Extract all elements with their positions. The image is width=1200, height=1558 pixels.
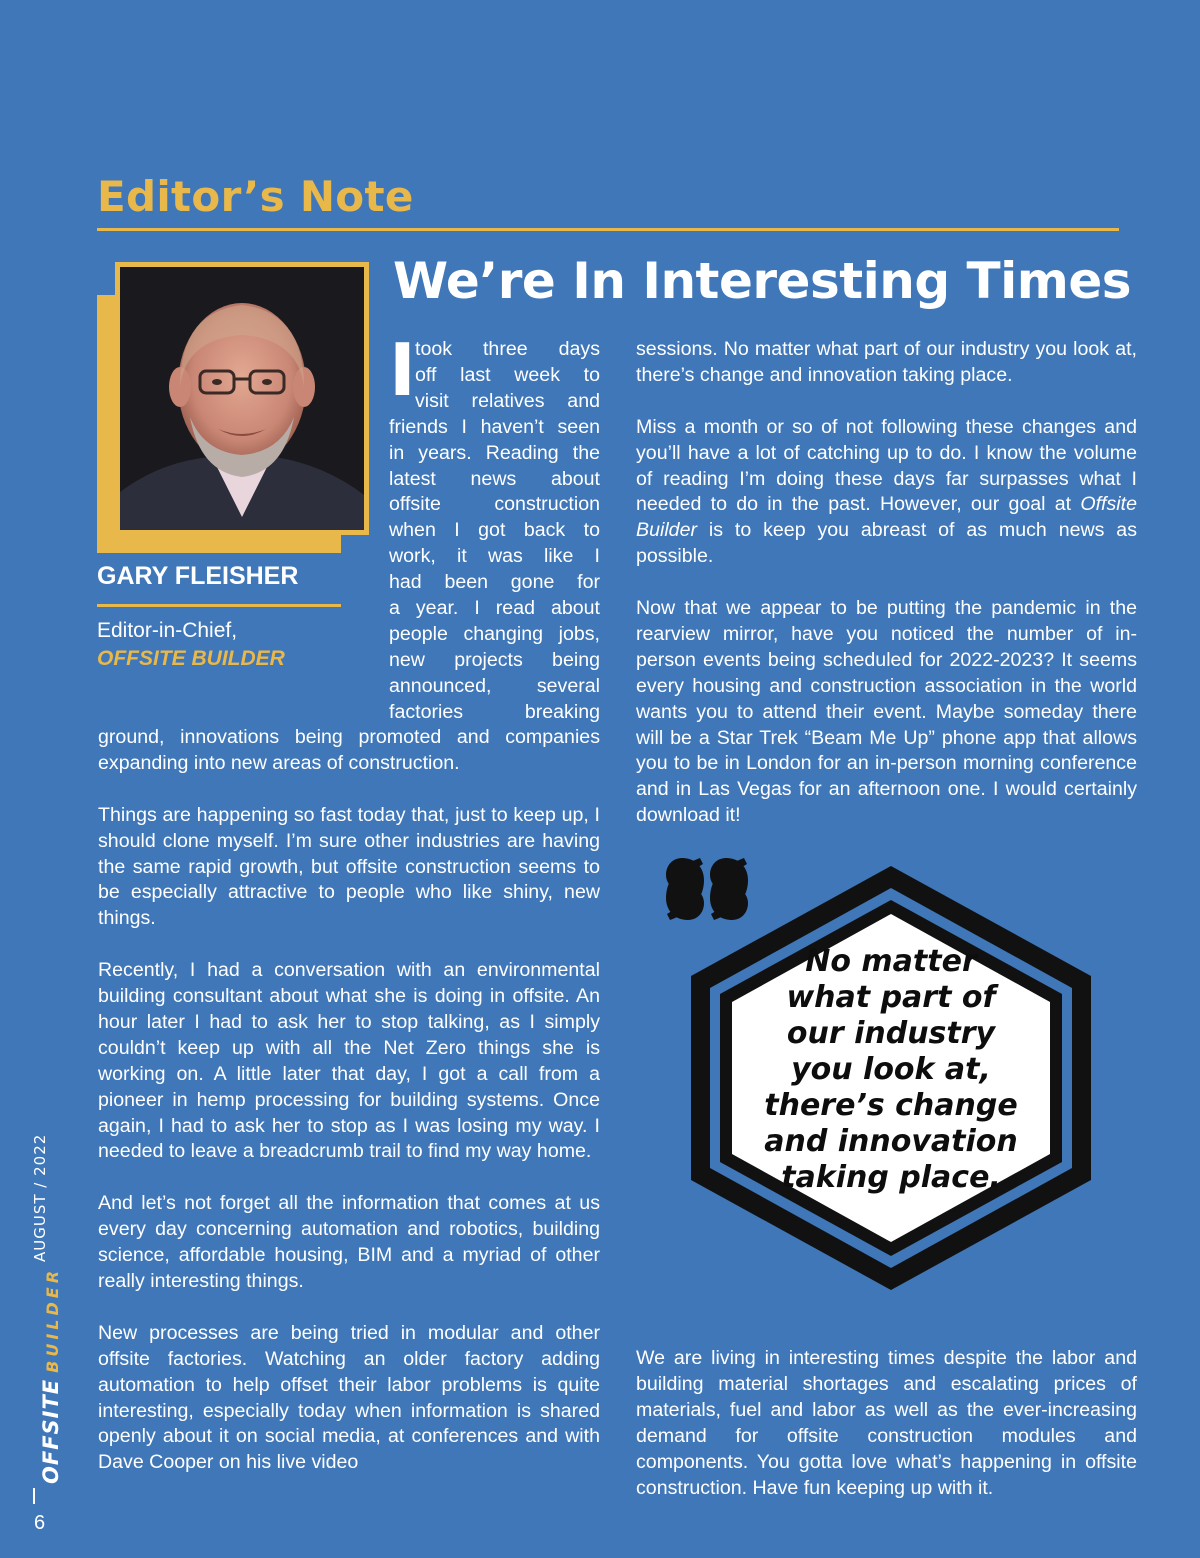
intro-line: announced, several <box>389 674 600 697</box>
headline: We’re In Interesting Times <box>393 252 1132 310</box>
author-divider <box>97 604 341 607</box>
article-paragraph <box>636 415 1137 570</box>
article-paragraph: And let’s not forget all the information that comes at us every day concerning automation and robotics, building science, affordable housing, BIM and a myriad of other really interesting things. <box>98 1192 600 1292</box>
quote-line: what part of <box>786 980 996 1015</box>
article-paragraph: Recently, I had a conversation with an environmental building consultant about what she is doing in offsite. An hour later I had to ask her to stop talking, as I simply couldn’t keep up with all the Net Zero things she is working on. A little later that day, I got a call from a pioneer in hemp processing for building systems. Once again, I had to ask her to stop as I was losing my way. I needed to leave a breadcrumb trail to find my way home. <box>98 959 600 1163</box>
close-quote-icon <box>666 858 748 920</box>
intro-line: friends I haven’t seen <box>389 415 600 438</box>
folio-brand <box>40 1267 64 1484</box>
publication-name: Offsite Builder <box>636 493 1137 542</box>
dropcap-box <box>389 328 416 412</box>
article-intro <box>389 328 600 726</box>
brand-sub: BUILDER <box>43 1266 62 1373</box>
article-closing <box>636 1346 1137 1501</box>
article-paragraph: New processes are being tried in modular and other offsite factories. Watching an older factory adding automation to help offset their labor problems is quite interesting, especially today when information is shared openly about it on social media, at conferences and with Dave Cooper on his live video <box>98 1321 600 1474</box>
intro-line: visit relatives and <box>415 389 600 412</box>
intro-line: off last week to <box>415 363 600 386</box>
quote-line: our industry <box>786 1016 996 1051</box>
portrait-photo-icon <box>120 267 364 530</box>
intro-lines <box>389 337 600 726</box>
quote-line: there’s change <box>764 1088 1018 1123</box>
intro-line: in years. Reading the <box>389 441 600 464</box>
article-paragraph: sessions. No matter what part of our industry you look at, there’s change and innovation taking place. <box>636 338 1137 386</box>
quote-line: No matter <box>805 944 977 979</box>
folio-divider <box>33 1488 35 1504</box>
brand-main: OFFSITE <box>39 1378 63 1484</box>
author-name: GARY FLEISHER <box>97 562 299 590</box>
issue-date: AUGUST / 2022 <box>31 1133 49 1262</box>
article-paragraph: We are living in interesting times despite the labor and building material shortages and escalating prices of materials, fuel and labor as well as the ever-increasing demand for offsite construction modules and components. You gotta love what’s happening in offsite construction. Have fun keeping up with it. <box>636 1347 1137 1499</box>
article-right-column <box>636 337 1137 829</box>
intro-line: new projects being <box>389 648 600 671</box>
article-paragraph: Now that we appear to be putting the pandemic in the rearview mirror, have you noticed the number of in-person events being scheduled for 2022-2023? It seems every housing and construction association in the world wants you to attend their event. Maybe someday there will be a Star Trek “Beam Me Up” phone app that allows you to be in London for an in-person morning conference and in Las Vegas for an afternoon one. I would certainly download it! <box>636 597 1137 827</box>
page-number: 6 <box>34 1512 46 1534</box>
article-paragraph: Things are happening so fast today that, just to keep up, I should clone myself. I’m sure other industries are having the same rapid growth, but offsite construction seems to be especially attractive to people who like shiny, new things. <box>98 803 600 930</box>
quote-line: taking place. <box>781 1160 1001 1195</box>
intro-line: a year. I read about <box>389 597 600 620</box>
article-left-column <box>98 725 600 1476</box>
author-role: Editor-in-Chief, <box>97 619 238 642</box>
intro-line: latest news about <box>389 467 600 490</box>
intro-line: factories breaking <box>389 700 600 723</box>
pull-quote-text <box>731 944 1051 1196</box>
title-divider <box>97 228 1119 231</box>
intro-line: people changing jobs, <box>389 622 600 645</box>
paragraph-text: is to keep you abreast of as much news as possible. <box>636 519 1137 568</box>
quote-line: you look at, <box>791 1052 991 1087</box>
dropcap: I <box>389 328 416 412</box>
intro-line: offsite construction <box>389 493 600 516</box>
article-paragraph: ground, innovations being promoted and companies expanding into new areas of construction. <box>98 726 600 774</box>
intro-line: took three days <box>415 338 600 360</box>
pull-quote <box>666 858 1116 1298</box>
quote-line: and innovation <box>764 1124 1018 1159</box>
author-publication: OFFSITE BUILDER <box>97 647 285 670</box>
author-photo <box>120 267 364 530</box>
intro-line: when I got back to <box>389 519 600 542</box>
intro-line: had been gone for <box>389 571 600 594</box>
paragraph-text: Miss a month or so of not following these changes and you’ll have a lot of catching up to do. I know the volume of reading I’m doing these days far surpasses what I needed to do in the past. However, our goal at <box>636 415 1137 516</box>
intro-line: work, it was like I <box>389 545 600 568</box>
section-title: Editor’s Note <box>97 172 414 221</box>
